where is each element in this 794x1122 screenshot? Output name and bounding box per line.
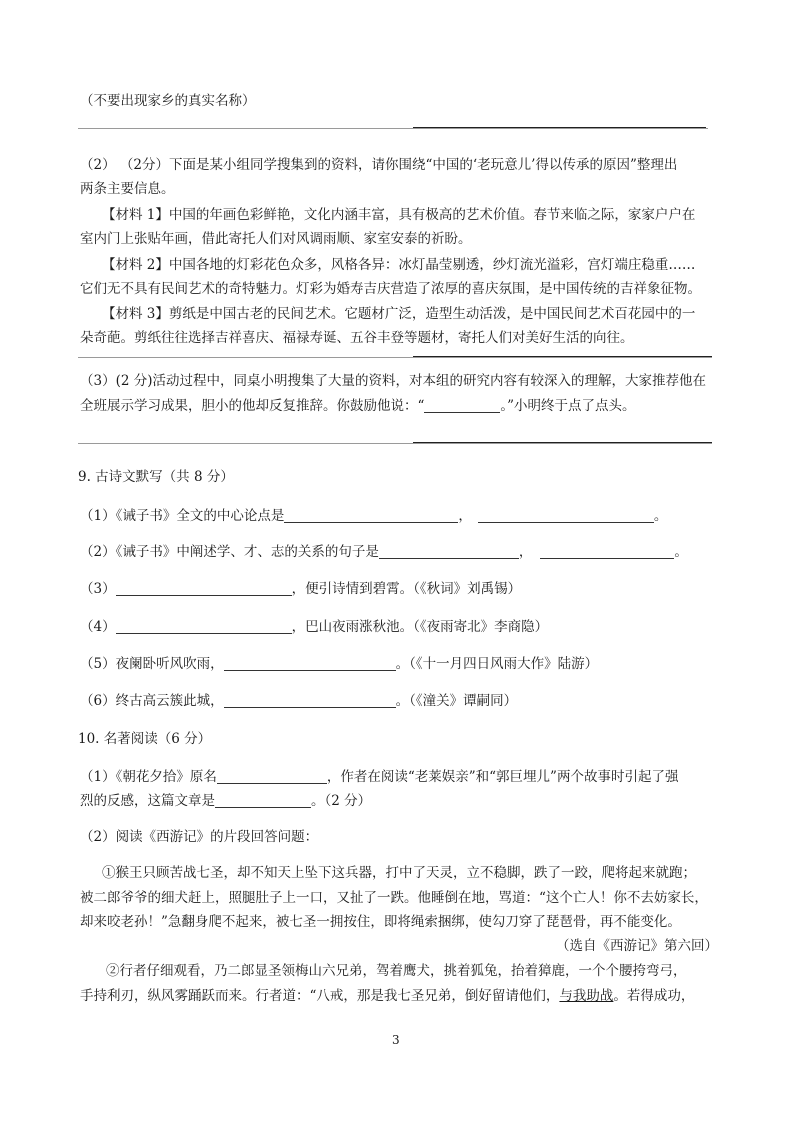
- answer-blank[interactable]: [215, 793, 311, 808]
- answer-blank[interactable]: [116, 581, 292, 596]
- answer-blank[interactable]: [224, 693, 396, 708]
- passage-1-source: （选自《西游记》第六回）: [556, 938, 718, 954]
- answer-blank[interactable]: [224, 656, 396, 671]
- q9-item-3: （3） ，便引诗情到碧霄。（《秋词》刘禹锡）: [80, 581, 522, 597]
- q9-title: 9. 古诗文默写（共 8 分）: [78, 469, 234, 485]
- answer-blank[interactable]: [540, 544, 674, 559]
- passage-1-cont: 被二郎爷爷的细犬赶上，照腿肚子上一口，又扯了一跌。他睡倒在地，骂道：“这个亡人！你不去妨家长，: [80, 890, 708, 906]
- answer-blank[interactable]: [284, 508, 458, 523]
- material-3-cont: 朵奇葩。剪纸往往选择吉祥喜庆、福禄寿诞、五谷丰登等题材，寄托人们对美好生活的向往。: [80, 330, 634, 346]
- q10-item-1: （1）《朝花夕拾》原名 ，作者在阅读“老莱娱亲”和“郭巨埋儿”两个故事时引起了强: [80, 769, 679, 785]
- q10-item-2: （2）阅读《西游记》的片段回答问题：: [80, 829, 319, 845]
- material-1-cont: 室内门上张贴年画，借此寄托人们对风调雨顺、家室安泰的祈盼。: [80, 231, 472, 247]
- material-3: 【材料 3】剪纸是中国古老的民间艺术。它题材广泛，造型生动活泼，是中国民间艺术百花园中的一: [102, 306, 696, 322]
- answer-blank[interactable]: [424, 398, 500, 413]
- hint-text: （不要出现家乡的真实名称）: [80, 93, 256, 109]
- q8-3-prompt-cont: 全班展示学习成果，胆小的他却反复推辞。你鼓励他说：“ 。”小明终于点了点头。: [80, 398, 636, 414]
- page-number: 3: [392, 1033, 400, 1047]
- material-2: 【材料 2】中国各地的灯彩花色众多，风格各异：冰灯晶莹剔透，纱灯流光溢彩，宫灯端庄稳重……: [102, 257, 696, 273]
- q10-title: 10. 名著阅读（6 分）: [78, 731, 212, 747]
- q9-item-4: （4） ，巴山夜雨涨秋池。（《夜雨寄北》李商隐）: [80, 619, 549, 635]
- q9-item-6: （6）终古高云簇此城， 。（《潼关》谭嗣同）: [80, 693, 518, 709]
- q8-2-prompt-cont: 两条主要信息。: [80, 181, 175, 197]
- answer-blank[interactable]: [379, 544, 519, 559]
- passage-2-cont: 手持利刃，纵风雾踊跃而来。行者道：“八戒，那是我七圣兄弟，倒好留请他们，与我助战。若得成功，: [80, 988, 695, 1004]
- q9-item-2: （2）《诫子书》中阐述学、才、志的关系的句子是 ， 。: [80, 544, 688, 560]
- material-2-cont: 它们无不具有民间艺术的奇特魅力。灯彩为婚寿吉庆营造了浓厚的喜庆氛围，是中国传统的吉祥象征物。: [80, 281, 701, 297]
- passage-1-cont: 却来咬老孙！”急翻身爬不起来，被七圣一拥按住，即将绳索捆绑，使勾刀穿了琵琶骨，再不能变化。: [80, 914, 681, 930]
- underlined-phrase: 与我助战: [559, 988, 614, 1004]
- answer-blank[interactable]: [217, 769, 327, 784]
- material-1: 【材料 1】中国的年画色彩鲜艳，文化内涵丰富，具有极高的艺术价值。春节来临之际，家家户户在: [102, 207, 696, 223]
- passage-1: ①猴王只顾苦战七圣，却不知天上坠下这兵器，打中了天灵，立不稳脚，跌了一跤，爬将起来就跑；: [102, 865, 696, 881]
- q8-2-prompt: （2） （2分）下面是某小组同学搜集到的资料，请你围绕“中国的‘老玩意儿’得以传承的原因”整理出: [80, 157, 678, 173]
- answer-blank[interactable]: [478, 508, 654, 523]
- passage-2: ②行者仔细观看，乃二郎显圣领梅山六兄弟，驾着鹰犬，挑着狐兔，抬着獐鹿，一个个腰挎弯弓，: [106, 963, 687, 979]
- q8-3-prompt: （3）(2 分)活动过程中，同桌小明搜集了大量的资料，对本组的研究内容有较深入的理解，大家推荐他在: [80, 373, 707, 389]
- answer-blank[interactable]: [116, 619, 292, 634]
- q10-item-1-cont: 烈的反感，这篇文章是 。（2 分）: [80, 793, 372, 809]
- q9-item-1: （1）《诫子书》全文的中心论点是 ， 。: [80, 508, 668, 524]
- q9-item-5: （5）夜阑卧听风吹雨， 。（《十一月四日风雨大作》陆游）: [80, 656, 599, 672]
